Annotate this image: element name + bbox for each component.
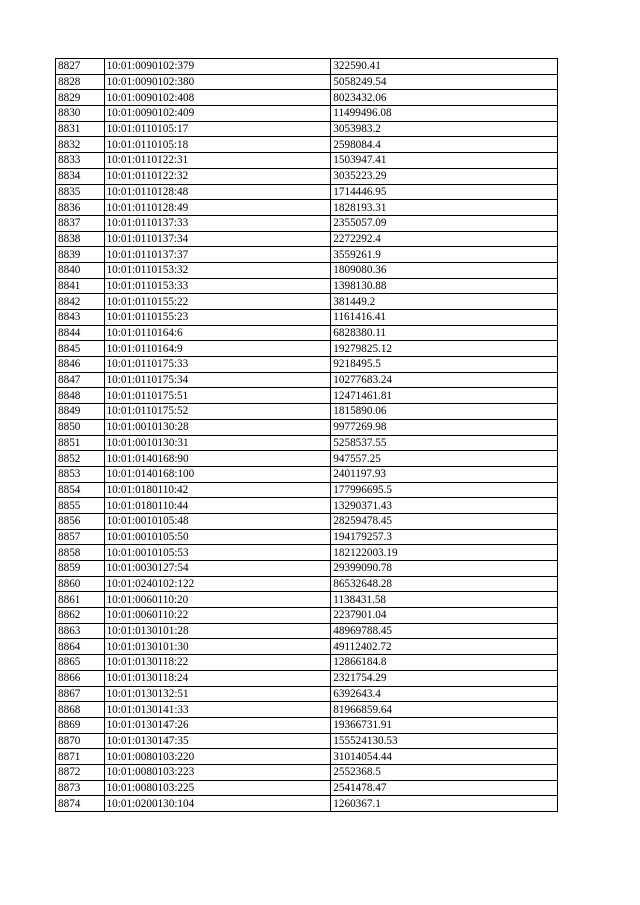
table-row bbox=[56, 325, 558, 341]
table-row bbox=[56, 702, 558, 718]
row-number-cell: 8830 bbox=[56, 106, 105, 122]
value-cell: 1398130.88 bbox=[331, 278, 558, 294]
table-row bbox=[56, 561, 558, 577]
cadastral-number-cell: 10:01:0130147:26 bbox=[104, 717, 331, 733]
cadastral-number-cell: 10:01:0110153:32 bbox=[104, 262, 331, 278]
row-number-cell: 8835 bbox=[56, 184, 105, 200]
table-row bbox=[56, 670, 558, 686]
table-row bbox=[56, 200, 558, 216]
cadastral-number-cell: 10:01:0130101:30 bbox=[104, 639, 331, 655]
row-number-cell: 8849 bbox=[56, 404, 105, 420]
row-number-cell: 8829 bbox=[56, 90, 105, 106]
value-cell: 2541478.47 bbox=[331, 780, 558, 796]
cadastral-number-cell: 10:01:0110153:33 bbox=[104, 278, 331, 294]
data-table bbox=[55, 58, 558, 812]
value-cell: 177996695.5 bbox=[331, 482, 558, 498]
cadastral-number-cell: 10:01:0110175:34 bbox=[104, 372, 331, 388]
value-cell: 182122003.19 bbox=[331, 545, 558, 561]
row-number-cell: 8847 bbox=[56, 372, 105, 388]
cadastral-number-cell: 10:01:0130132:51 bbox=[104, 686, 331, 702]
cadastral-number-cell: 10:01:0010130:31 bbox=[104, 435, 331, 451]
row-number-cell: 8844 bbox=[56, 325, 105, 341]
value-cell: 322590.41 bbox=[331, 59, 558, 75]
value-cell: 81966859.64 bbox=[331, 702, 558, 718]
cadastral-number-cell: 10:01:0090102:380 bbox=[104, 74, 331, 90]
row-number-cell: 8867 bbox=[56, 686, 105, 702]
row-number-cell: 8840 bbox=[56, 262, 105, 278]
cadastral-number-cell: 10:01:0130101:28 bbox=[104, 623, 331, 639]
cadastral-number-cell: 10:01:0080103:225 bbox=[104, 780, 331, 796]
cadastral-number-cell: 10:01:0110105:18 bbox=[104, 137, 331, 153]
cadastral-number-cell: 10:01:0060110:20 bbox=[104, 592, 331, 608]
value-cell: 12471461.81 bbox=[331, 388, 558, 404]
row-number-cell: 8853 bbox=[56, 466, 105, 482]
value-cell: 13290371.43 bbox=[331, 498, 558, 514]
value-cell: 48969788.45 bbox=[331, 623, 558, 639]
value-cell: 155524130.53 bbox=[331, 733, 558, 749]
cadastral-number-cell: 10:01:0110164:9 bbox=[104, 341, 331, 357]
value-cell: 9977269.98 bbox=[331, 419, 558, 435]
value-cell: 3559261.9 bbox=[331, 247, 558, 263]
value-cell: 49112402.72 bbox=[331, 639, 558, 655]
value-cell: 1138431.58 bbox=[331, 592, 558, 608]
value-cell: 947557.25 bbox=[331, 451, 558, 467]
value-cell: 31014054.44 bbox=[331, 749, 558, 765]
table-row bbox=[56, 153, 558, 169]
row-number-cell: 8850 bbox=[56, 419, 105, 435]
cadastral-number-cell: 10:01:0110137:34 bbox=[104, 231, 331, 247]
row-number-cell: 8831 bbox=[56, 121, 105, 137]
cadastral-number-cell: 10:01:0130147:35 bbox=[104, 733, 331, 749]
value-cell: 5058249.54 bbox=[331, 74, 558, 90]
table-row bbox=[56, 419, 558, 435]
table-row bbox=[56, 639, 558, 655]
row-number-cell: 8846 bbox=[56, 357, 105, 373]
row-number-cell: 8862 bbox=[56, 608, 105, 624]
table-row bbox=[56, 215, 558, 231]
table-row bbox=[56, 780, 558, 796]
row-number-cell: 8837 bbox=[56, 215, 105, 231]
value-cell: 2237901.04 bbox=[331, 608, 558, 624]
row-number-cell: 8869 bbox=[56, 717, 105, 733]
cadastral-number-cell: 10:01:0110175:52 bbox=[104, 404, 331, 420]
table-row bbox=[56, 168, 558, 184]
value-cell: 1161416.41 bbox=[331, 310, 558, 326]
cadastral-number-cell: 10:01:0130141:33 bbox=[104, 702, 331, 718]
row-number-cell: 8828 bbox=[56, 74, 105, 90]
value-cell: 2552368.5 bbox=[331, 764, 558, 780]
cadastral-number-cell: 10:01:0110128:49 bbox=[104, 200, 331, 216]
table-row bbox=[56, 372, 558, 388]
table-row bbox=[56, 796, 558, 812]
row-number-cell: 8858 bbox=[56, 545, 105, 561]
table-row bbox=[56, 686, 558, 702]
cadastral-number-cell: 10:01:0180110:44 bbox=[104, 498, 331, 514]
cadastral-number-cell: 10:01:0090102:379 bbox=[104, 59, 331, 75]
table-row bbox=[56, 529, 558, 545]
table-row bbox=[56, 59, 558, 75]
row-number-cell: 8874 bbox=[56, 796, 105, 812]
row-number-cell: 8856 bbox=[56, 513, 105, 529]
row-number-cell: 8851 bbox=[56, 435, 105, 451]
row-number-cell: 8838 bbox=[56, 231, 105, 247]
table-row bbox=[56, 262, 558, 278]
value-cell: 194179257.3 bbox=[331, 529, 558, 545]
table-row bbox=[56, 435, 558, 451]
cadastral-number-cell: 10:01:0180110:42 bbox=[104, 482, 331, 498]
value-cell: 5258537.55 bbox=[331, 435, 558, 451]
row-number-cell: 8832 bbox=[56, 137, 105, 153]
table-row bbox=[56, 717, 558, 733]
table-row bbox=[56, 106, 558, 122]
value-cell: 28259478.45 bbox=[331, 513, 558, 529]
value-cell: 1815890.06 bbox=[331, 404, 558, 420]
table-row bbox=[56, 764, 558, 780]
table-row bbox=[56, 545, 558, 561]
cadastral-number-cell: 10:01:0010105:48 bbox=[104, 513, 331, 529]
value-cell: 1503947.41 bbox=[331, 153, 558, 169]
cadastral-number-cell: 10:01:0200130:104 bbox=[104, 796, 331, 812]
table-row bbox=[56, 231, 558, 247]
value-cell: 10277683.24 bbox=[331, 372, 558, 388]
table-row bbox=[56, 655, 558, 671]
table-row bbox=[56, 404, 558, 420]
row-number-cell: 8860 bbox=[56, 576, 105, 592]
row-number-cell: 8842 bbox=[56, 294, 105, 310]
table-row bbox=[56, 608, 558, 624]
cadastral-number-cell: 10:01:0010105:53 bbox=[104, 545, 331, 561]
value-cell: 2272292.4 bbox=[331, 231, 558, 247]
row-number-cell: 8857 bbox=[56, 529, 105, 545]
table-row bbox=[56, 90, 558, 106]
cadastral-number-cell: 10:01:0010130:28 bbox=[104, 419, 331, 435]
cadastral-number-cell: 10:01:0110122:32 bbox=[104, 168, 331, 184]
table-row bbox=[56, 592, 558, 608]
table-row bbox=[56, 451, 558, 467]
table-row bbox=[56, 278, 558, 294]
cadastral-number-cell: 10:01:0010105:50 bbox=[104, 529, 331, 545]
row-number-cell: 8852 bbox=[56, 451, 105, 467]
row-number-cell: 8865 bbox=[56, 655, 105, 671]
row-number-cell: 8871 bbox=[56, 749, 105, 765]
value-cell: 11499496.08 bbox=[331, 106, 558, 122]
cadastral-number-cell: 10:01:0110155:23 bbox=[104, 310, 331, 326]
row-number-cell: 8833 bbox=[56, 153, 105, 169]
row-number-cell: 8839 bbox=[56, 247, 105, 263]
row-number-cell: 8863 bbox=[56, 623, 105, 639]
cadastral-number-cell: 10:01:0110137:37 bbox=[104, 247, 331, 263]
value-cell: 2598084.4 bbox=[331, 137, 558, 153]
value-cell: 2321754.29 bbox=[331, 670, 558, 686]
row-number-cell: 8859 bbox=[56, 561, 105, 577]
row-number-cell: 8864 bbox=[56, 639, 105, 655]
table-row bbox=[56, 121, 558, 137]
cadastral-number-cell: 10:01:0240102:122 bbox=[104, 576, 331, 592]
cadastral-number-cell: 10:01:0110122:31 bbox=[104, 153, 331, 169]
row-number-cell: 8845 bbox=[56, 341, 105, 357]
value-cell: 2355057.09 bbox=[331, 215, 558, 231]
value-cell: 3035223.29 bbox=[331, 168, 558, 184]
table-row bbox=[56, 341, 558, 357]
cadastral-number-cell: 10:01:0130118:22 bbox=[104, 655, 331, 671]
value-cell: 2401197.93 bbox=[331, 466, 558, 482]
cadastral-number-cell: 10:01:0080103:223 bbox=[104, 764, 331, 780]
cadastral-number-cell: 10:01:0110128:48 bbox=[104, 184, 331, 200]
table-row bbox=[56, 576, 558, 592]
row-number-cell: 8855 bbox=[56, 498, 105, 514]
row-number-cell: 8843 bbox=[56, 310, 105, 326]
table-row bbox=[56, 310, 558, 326]
cadastral-number-cell: 10:01:0110164:6 bbox=[104, 325, 331, 341]
table-row bbox=[56, 513, 558, 529]
table-row bbox=[56, 388, 558, 404]
value-cell: 8023432.06 bbox=[331, 90, 558, 106]
row-number-cell: 8841 bbox=[56, 278, 105, 294]
cadastral-number-cell: 10:01:0060110:22 bbox=[104, 608, 331, 624]
row-number-cell: 8873 bbox=[56, 780, 105, 796]
cadastral-number-cell: 10:01:0090102:408 bbox=[104, 90, 331, 106]
value-cell: 6828380.11 bbox=[331, 325, 558, 341]
table-row bbox=[56, 466, 558, 482]
row-number-cell: 8827 bbox=[56, 59, 105, 75]
value-cell: 6392643.4 bbox=[331, 686, 558, 702]
row-number-cell: 8834 bbox=[56, 168, 105, 184]
cadastral-number-cell: 10:01:0140168:100 bbox=[104, 466, 331, 482]
value-cell: 86532648.28 bbox=[331, 576, 558, 592]
cadastral-number-cell: 10:01:0140168:90 bbox=[104, 451, 331, 467]
cadastral-number-cell: 10:01:0130118:24 bbox=[104, 670, 331, 686]
cadastral-number-cell: 10:01:0110137:33 bbox=[104, 215, 331, 231]
value-cell: 1828193.31 bbox=[331, 200, 558, 216]
value-cell: 381449.2 bbox=[331, 294, 558, 310]
row-number-cell: 8870 bbox=[56, 733, 105, 749]
table-row bbox=[56, 498, 558, 514]
cadastral-number-cell: 10:01:0110105:17 bbox=[104, 121, 331, 137]
table-row bbox=[56, 294, 558, 310]
row-number-cell: 8836 bbox=[56, 200, 105, 216]
row-number-cell: 8861 bbox=[56, 592, 105, 608]
table-body bbox=[56, 59, 558, 812]
value-cell: 19279825.12 bbox=[331, 341, 558, 357]
table-row bbox=[56, 623, 558, 639]
value-cell: 12866184.8 bbox=[331, 655, 558, 671]
value-cell: 1260367.1 bbox=[331, 796, 558, 812]
row-number-cell: 8868 bbox=[56, 702, 105, 718]
cadastral-number-cell: 10:01:0110175:51 bbox=[104, 388, 331, 404]
table-row bbox=[56, 247, 558, 263]
row-number-cell: 8872 bbox=[56, 764, 105, 780]
cadastral-number-cell: 10:01:0110155:22 bbox=[104, 294, 331, 310]
table-row bbox=[56, 733, 558, 749]
row-number-cell: 8854 bbox=[56, 482, 105, 498]
value-cell: 1809080.36 bbox=[331, 262, 558, 278]
value-cell: 19366731.91 bbox=[331, 717, 558, 733]
table-row bbox=[56, 74, 558, 90]
cadastral-number-cell: 10:01:0090102:409 bbox=[104, 106, 331, 122]
row-number-cell: 8866 bbox=[56, 670, 105, 686]
cadastral-number-cell: 10:01:0110175:33 bbox=[104, 357, 331, 373]
table-row bbox=[56, 184, 558, 200]
value-cell: 1714446.95 bbox=[331, 184, 558, 200]
table-row bbox=[56, 137, 558, 153]
value-cell: 3053983.2 bbox=[331, 121, 558, 137]
value-cell: 9218495.5 bbox=[331, 357, 558, 373]
cadastral-number-cell: 10:01:0080103:220 bbox=[104, 749, 331, 765]
value-cell: 29399090.78 bbox=[331, 561, 558, 577]
table-row bbox=[56, 482, 558, 498]
table-row bbox=[56, 357, 558, 373]
cadastral-number-cell: 10:01:0030127:54 bbox=[104, 561, 331, 577]
row-number-cell: 8848 bbox=[56, 388, 105, 404]
table-row bbox=[56, 749, 558, 765]
